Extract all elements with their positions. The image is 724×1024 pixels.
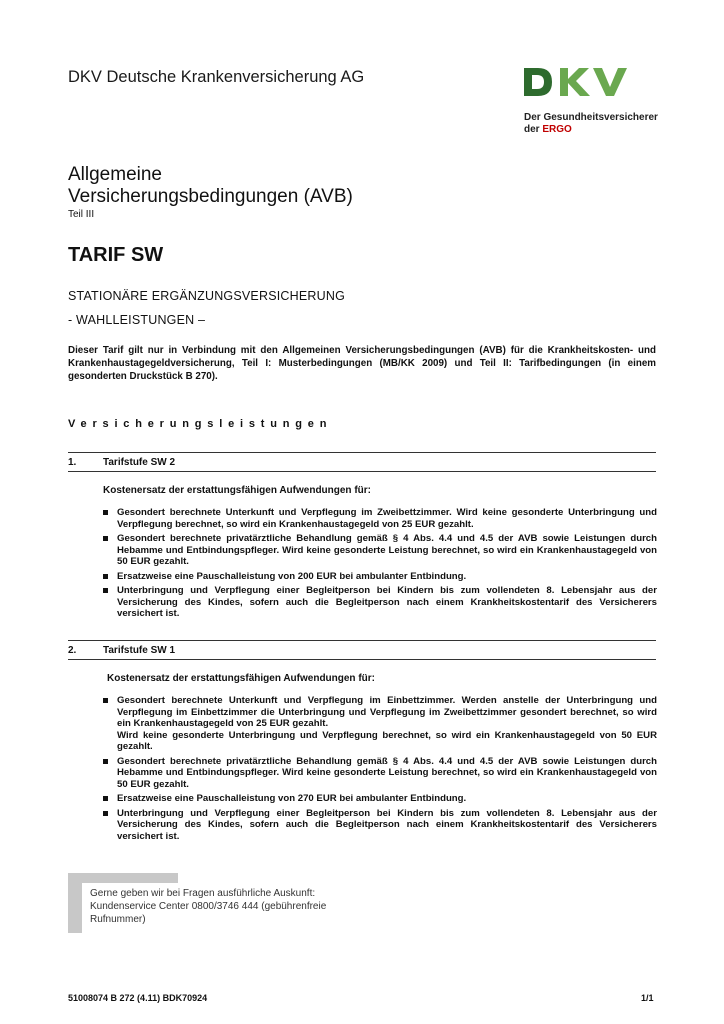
bullet-icon (103, 574, 108, 579)
tarif-heading: TARIF SW (68, 244, 164, 266)
list-item (103, 533, 657, 568)
section-title: Tarifstufe SW 2 (103, 457, 176, 468)
list-item-text: Gesondert berechnete Unterkunft und Verpflegung im Einbettzimmer. Werden anstelle der Unterbringung und Verpflegung im Einbettzimmer die Unterbringung und Verpflegung im Zweibettzimmer gesondert berechnet, so wird ein Krankenhaustagegeld von 25 EUR gezahlt. (117, 695, 657, 729)
list-item-text: Ersatzweise eine Pauschalleistung von 270 EUR bei ambulanter Entbindung. (117, 793, 467, 804)
bullet-icon (103, 588, 108, 593)
list-item-text: Gesondert berechnete privatärztliche Behandlung gemäß § 4 Abs. 4.4 und 4.5 der AVB sowie Leistungen durch Hebamme und Entbindungspfleger. Wird keine gesonderte Leistung berechnet, so wird ein Krankenhaustagegeld von 50 EUR gezahlt. (117, 533, 657, 567)
doc-title-line1: Allgemeine (68, 164, 162, 185)
list-item (103, 585, 657, 620)
tagline (524, 112, 658, 136)
tagline-line1: Der Gesundheitsversicherer (524, 112, 658, 123)
list-item (103, 793, 657, 805)
dkv-logo (522, 66, 662, 98)
list-item-text: Gesondert berechnete Unterkunft und Verpflegung im Zweibettzimmer. Wird keine gesonderte Unterbringung und Verpflegung berechnet, so wird ein Krankenhaustagegeld von 25 EUR gezahlt. (117, 507, 657, 530)
list-item-text: Gesondert berechnete privatärztliche Behandlung gemäß § 4 Abs. 4.4 und 4.5 der AVB sowie Leistungen durch Hebamme und Entbindungspfleger. Wird keine gesonderte Leistung berechnet, so wird ein Krankenhaustagegeld von 50 EUR gezahlt. (117, 755, 657, 790)
dkv-logo-icon (522, 66, 642, 98)
divider (68, 640, 656, 641)
doc-title-line2: Versicherungsbedingungen (AVB) (68, 186, 353, 207)
section-heading: Versicherungsleistungen (68, 418, 333, 430)
list-item-text: Unterbringung und Verpflegung einer Begleitperson bei Kindern bis zum vollendeten 8. Lebensjahr aus der Versicherung des Kindes, sofern auch die Begleitperson nach einem Krankheitskostentarif des Versicherers versichert ist. (117, 585, 657, 619)
list-item (103, 808, 657, 843)
bullet-icon (103, 510, 108, 515)
list-item (103, 756, 657, 791)
divider (68, 659, 656, 660)
section-lead: Kostenersatz der erstattungsfähigen Aufwendungen für: (107, 673, 375, 684)
bullet-icon (103, 536, 108, 541)
list-item (103, 507, 657, 530)
divider (68, 452, 656, 453)
tagline-line2 (524, 124, 658, 136)
bullet-icon (103, 796, 108, 801)
divider (68, 471, 656, 472)
tagline-prefix: der (524, 124, 543, 135)
section-number: 1. (68, 457, 77, 468)
list-item-continuation (103, 730, 657, 753)
contact-line1: Gerne geben wir bei Fragen ausführliche Auskunft: (90, 888, 316, 899)
section-lead: Kostenersatz der erstattungsfähigen Aufwendungen für: (103, 485, 371, 496)
bullet-icon (103, 698, 108, 703)
bullet-icon (103, 759, 108, 764)
bullet-list (103, 695, 657, 845)
contact-line3: Rufnummer) (90, 914, 146, 925)
list-item-text: Unterbringung und Verpflegung einer Begleitperson bei Kindern bis zum vollendeten 8. Lebensjahr aus der Versicherung des Kindes, sofern auch die Begleitperson nach einem Krankheitskostentarif des Versicherers versichert ist. (117, 807, 657, 842)
bullet-icon (103, 811, 108, 816)
doc-part: Teil III (68, 209, 95, 220)
footer-page-number: 1/1 (641, 993, 654, 1003)
ergo-brand: ERGO (542, 124, 572, 135)
list-item (103, 695, 657, 730)
list-item (103, 571, 657, 583)
contact-box (68, 873, 368, 933)
section-title: Tarifstufe SW 1 (103, 645, 176, 656)
contact-text (90, 887, 370, 926)
footer-doc-id: 51008074 B 272 (4.11) BDK70924 (68, 993, 208, 1003)
list-item-text: Wird keine gesonderte Unterbringung und Verpflegung berechnet, so wird ein Krankenhaustagegeld von 50 EUR gezahlt. (117, 729, 657, 752)
section-number: 2. (68, 645, 77, 656)
company-name: DKV Deutsche Krankenversicherung AG (68, 68, 365, 86)
list-item-text: Ersatzweise eine Pauschalleistung von 200 EUR bei ambulanter Entbindung. (117, 570, 467, 582)
contact-box-bar (68, 873, 178, 883)
bullet-list (103, 507, 657, 623)
subtitle-1: STATIONÄRE ERGÄNZUNGSVERSICHERUNG (68, 289, 345, 303)
subtitle-2: - WAHLLEISTUNGEN – (68, 313, 206, 327)
intro-paragraph: Dieser Tarif gilt nur in Verbindung mit den Allgemeinen Versicherungsbedingungen (AVB) für die Krankheitskosten- und Krankenhaustagegeldversicherung, Teil I: Musterbedingungen (MB/KK 2009) und Teil II: Tarifbedingungen (in einem gesonderten Druckstück B 270). (68, 345, 656, 382)
contact-line2: Kundenservice Center 0800/3746 444 (gebührenfreie (90, 901, 327, 912)
